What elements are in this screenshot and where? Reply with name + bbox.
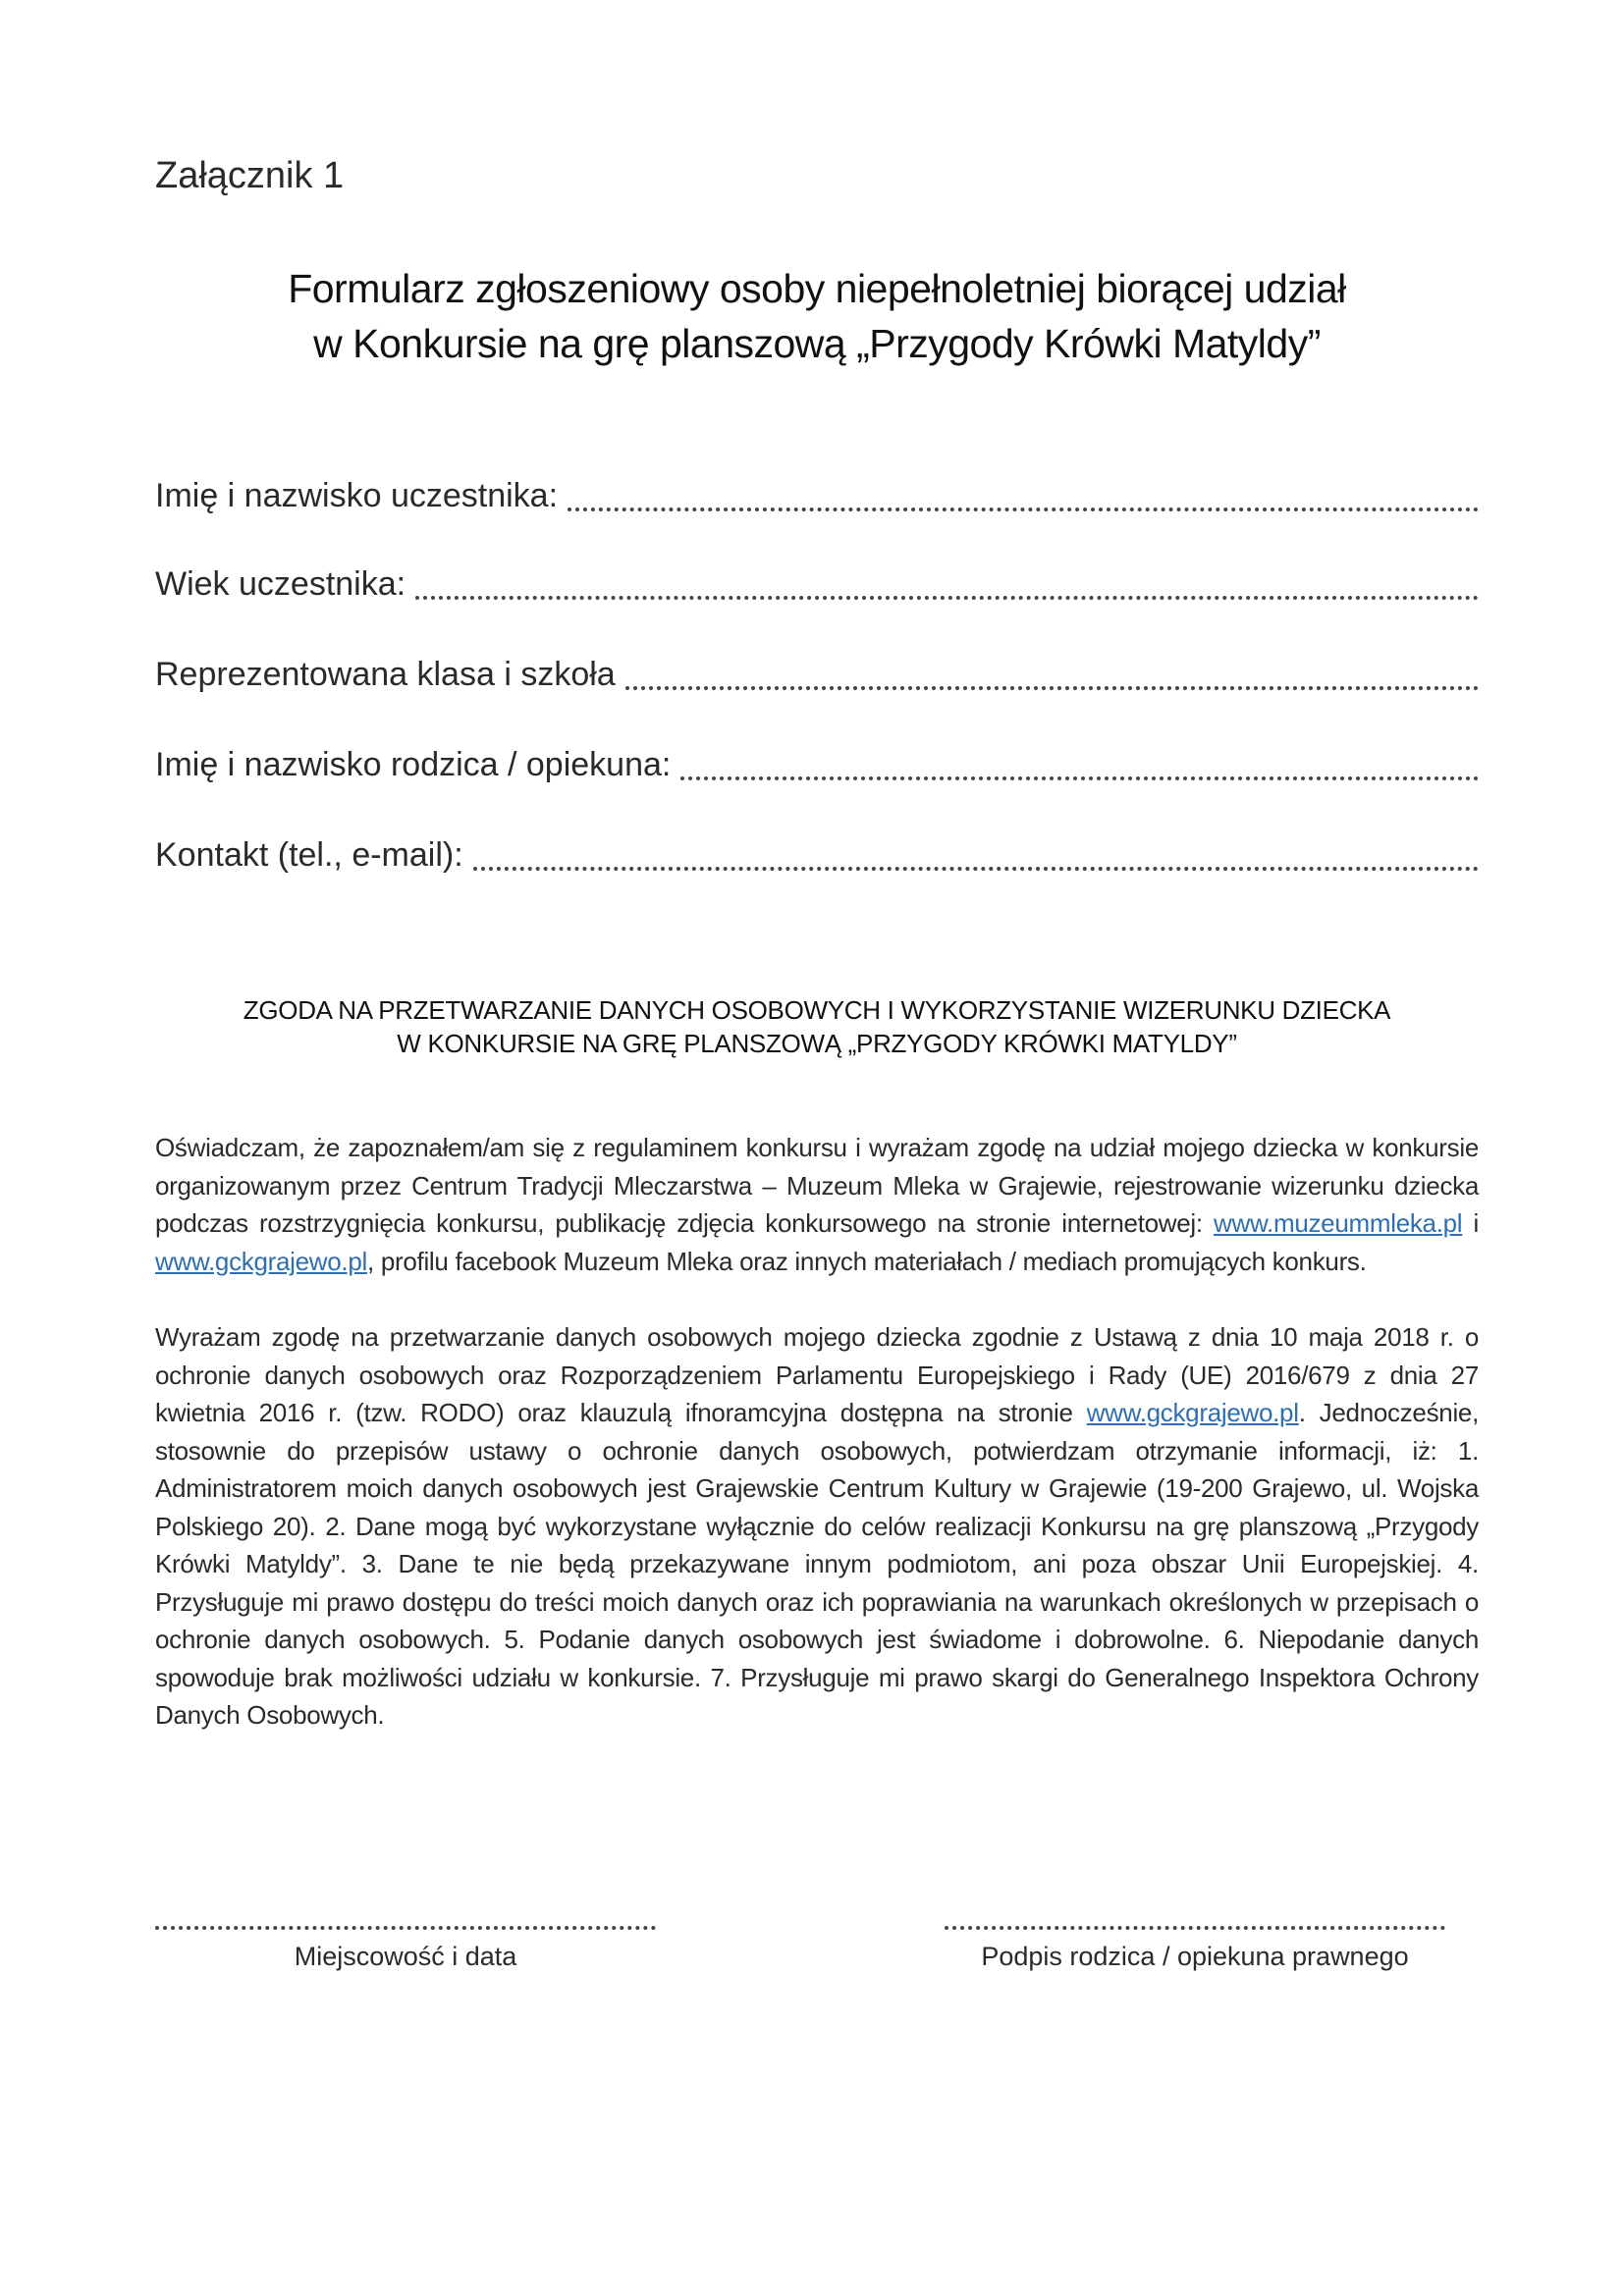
guardian-signature-fill-line[interactable] — [945, 1902, 1445, 1930]
consent-paragraph-2-text-a: Wyrażam zgodę na przetwarzanie danych osobowych mojego dziecka zgodnie z Ustawą z dnia 10 maja 2018 r. o ochronie danych osobowych oraz Rozporządzeniem Parlamentu Europejskiego i Rady (UE) 2016/679 z dnia 27 kwietnia 2016 r. (tzw. RODO) oraz klauzulą ifnoramcyjna dostępna na stronie — [155, 1322, 1479, 1427]
consent-heading — [155, 993, 1479, 1060]
consent-paragraph-1-text-c: , profilu facebook Muzeum Mleka oraz innych materiałach / mediach promujących konkurs. — [367, 1246, 1367, 1276]
consent-paragraph-2 — [155, 1318, 1479, 1735]
consent-paragraph-1-text-a: Oświadczam, że zapoznałem/am się z regulaminem konkursu i wyrażam zgodę na udział mojego dziecka w konkursie organizowanym przez Centrum Tradycji Mleczarstwa – Muzeum Mleka w Grajewie, rejestrowanie wizerunku dziecka podczas rozstrzygnięcia konkursu, publikację zdjęcia konkursowego na stronie internetowej: — [155, 1133, 1479, 1238]
consent-paragraph-1 — [155, 1129, 1479, 1280]
place-date-caption: Miejscowość i data — [294, 1942, 517, 1971]
guardian-signature-block — [945, 1902, 1445, 1991]
consent-paragraph-2-text-b: . Jednocześnie, stosownie do przepisów ustawy o ochronie danych osobowych, potwierdzam otrzymanie informacji, iż: 1. Administratorem moich danych osobowych jest Grajewskie Centrum Kultury w Grajewie (19-200 Grajewo, ul. Wojska Polskiego 20). 2. Dane mogą być wykorzystane wyłącznie do celów realizacji Konkursu na grę planszową „Przygody Krówki Matyldy”. 3. Dane te nie będą przekazywane innym podmiotom, ani poza obszar Unii Europejskiej. 4. Przysługuje mi prawo dostępu do treści moich danych oraz ich poprawiania na warunkach określonych w przepisach o ochronie danych osobowych. 5. Podanie danych osobowych jest świadome i dobrowolne. 6. Niepodanie danych spowoduje brak możliwości udziału w konkursie. 7. Przysługuje mi prawo skargi do Generalnego Inspektora Ochrony Danych Osobowych. — [155, 1398, 1479, 1730]
class-school-label: Reprezentowana klasa i szkoła — [155, 656, 616, 693]
participant-name-field[interactable] — [155, 477, 1479, 520]
guardian-name-label: Imię i nazwisko rodzica / opiekuna: — [155, 746, 672, 783]
place-date-fill-line[interactable] — [155, 1902, 656, 1930]
consent-heading-line-2: W KONKURSIE NA GRĘ PLANSZOWĄ „PRZYGODY KRÓWKI MATYLDY” — [397, 1029, 1237, 1058]
participant-name-fill-line[interactable] — [568, 500, 1479, 511]
class-school-fill-line[interactable] — [625, 678, 1479, 690]
guardian-signature-caption: Podpis rodzica / opiekuna prawnego — [981, 1942, 1409, 1971]
contact-fill-line[interactable] — [473, 859, 1479, 871]
annex-label: Załącznik 1 — [155, 155, 345, 196]
link-gckgrajewo-1[interactable]: www.gckgrajewo.pl — [155, 1246, 367, 1276]
participant-name-label: Imię i nazwisko uczestnika: — [155, 477, 559, 514]
consent-heading-line-1: ZGODA NA PRZETWARZANIE DANYCH OSOBOWYCH I WYKORZYSTANIE WIZERUNKU DZIECKA — [243, 995, 1391, 1025]
form-title-line-1: Formularz zgłoszeniowy osoby niepełnoletniej biorącej udział — [288, 266, 1346, 311]
form-title — [155, 261, 1479, 371]
link-gckgrajewo-2[interactable]: www.gckgrajewo.pl — [1086, 1398, 1299, 1427]
participant-age-field[interactable] — [155, 565, 1479, 609]
guardian-name-fill-line[interactable] — [680, 769, 1479, 780]
form-title-line-2: w Konkursie na grę planszową „Przygody Krówki Matyldy” — [313, 321, 1321, 366]
class-school-field[interactable] — [155, 656, 1479, 699]
contact-field[interactable] — [155, 836, 1479, 880]
link-muzeummleka[interactable]: www.muzeummleka.pl — [1214, 1208, 1463, 1238]
guardian-name-field[interactable] — [155, 746, 1479, 789]
place-date-signature-block — [155, 1902, 656, 1991]
consent-paragraph-1-text-b: i — [1462, 1208, 1479, 1238]
contact-label: Kontakt (tel., e-mail): — [155, 836, 463, 874]
participant-age-label: Wiek uczestnika: — [155, 565, 406, 603]
participant-age-fill-line[interactable] — [415, 588, 1479, 600]
